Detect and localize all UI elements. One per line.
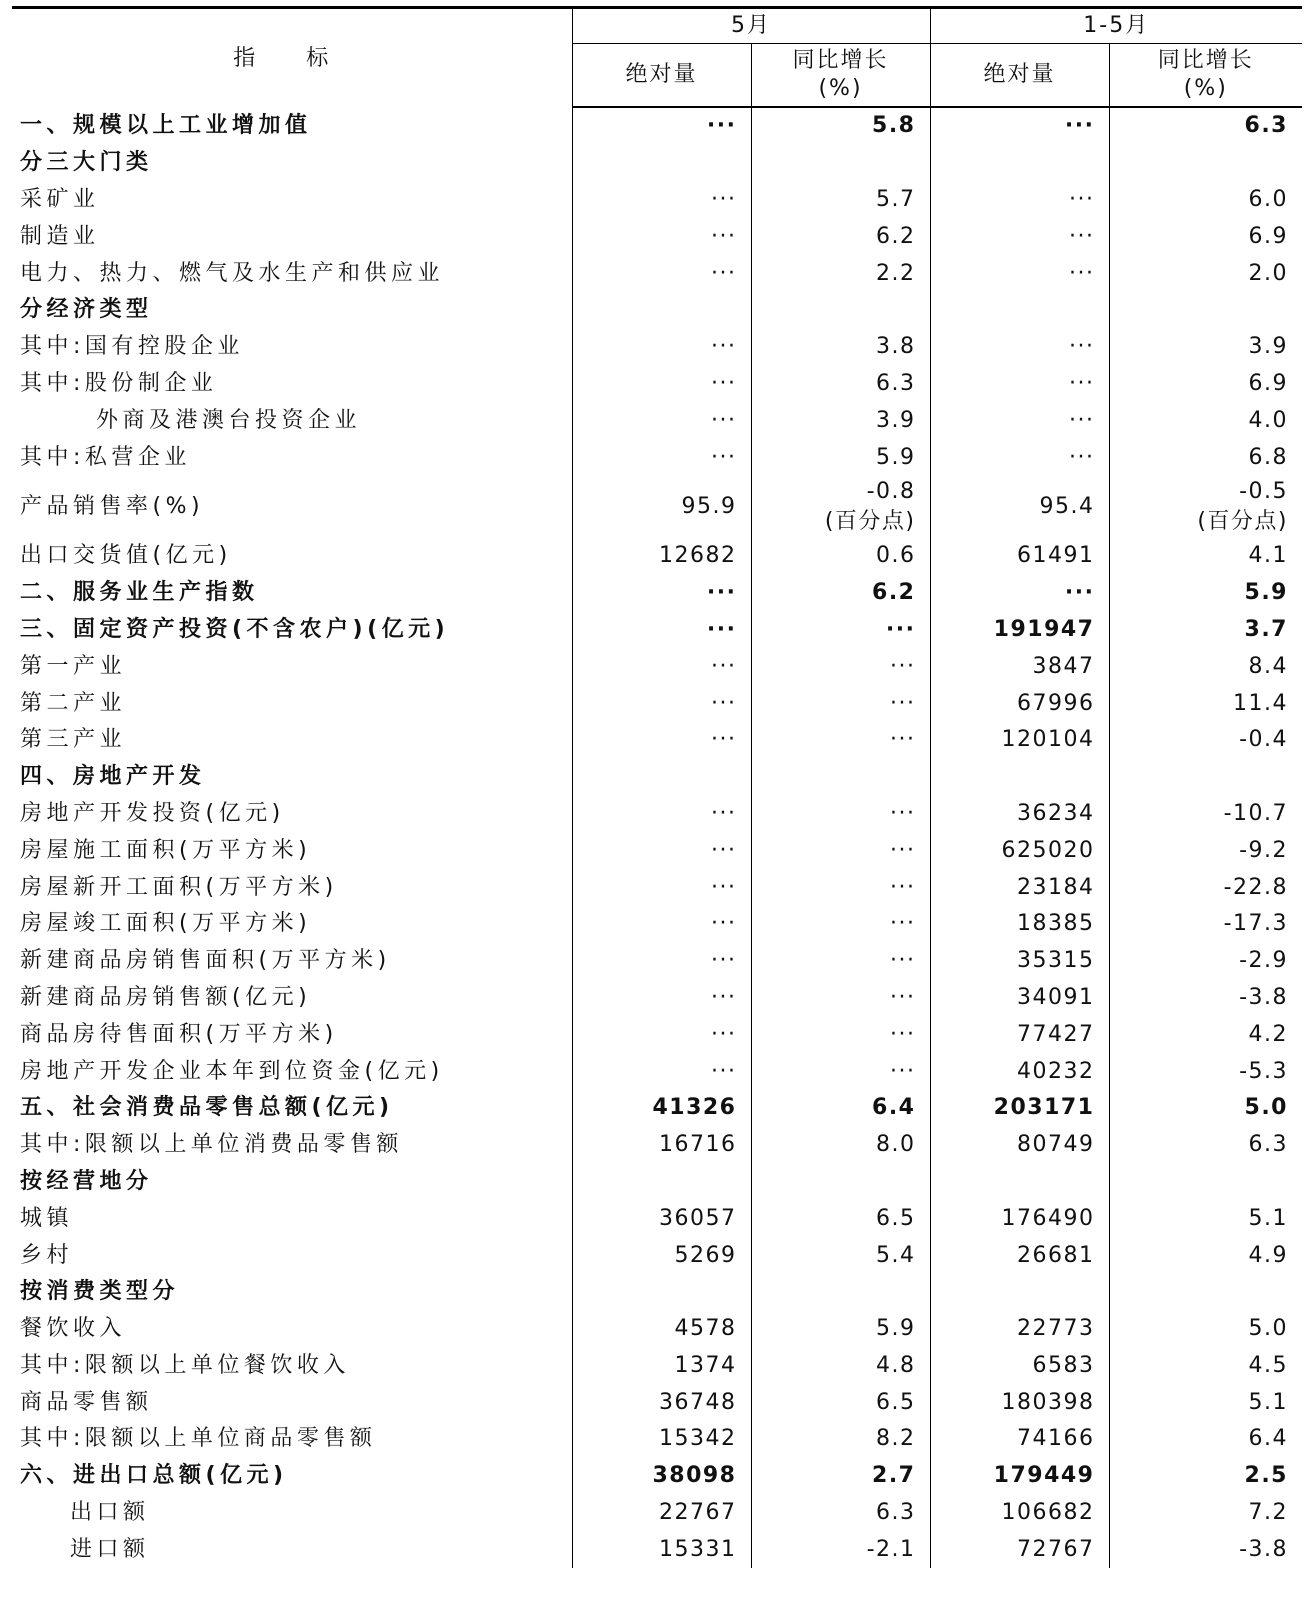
- table-row: [12, 796, 1302, 833]
- jan-may-absolute-cell: 80749: [930, 1127, 1109, 1164]
- may-yoy-cell: ···: [751, 796, 930, 833]
- jan-may-yoy-cell: 6.4: [1109, 1421, 1302, 1458]
- jan-may-absolute-cell: 625020: [930, 832, 1109, 869]
- may-absolute-cell: 16716: [572, 1127, 751, 1164]
- jan-may-absolute-cell: 191947: [930, 612, 1109, 649]
- row-label: 其中:国有控股企业: [20, 334, 244, 360]
- may-absolute-cell: 38098: [572, 1458, 751, 1495]
- may-yoy-cell: ···: [751, 943, 930, 980]
- table-row: [12, 1531, 1302, 1568]
- row-label: 产品销售率(%): [20, 493, 205, 519]
- table-row: [12, 1090, 1302, 1127]
- table-row: [12, 1237, 1302, 1274]
- may-absolute-cell: 4578: [572, 1311, 751, 1348]
- jan-may-absolute-cell: 72767: [930, 1531, 1109, 1568]
- row-label: 三、固定资产投资(不含农户)(亿元): [20, 616, 450, 642]
- jan-may-absolute-cell: 77427: [930, 1016, 1109, 1053]
- may-yoy-cell: 2.2: [751, 255, 930, 292]
- may-yoy-cell: 6.5: [751, 1200, 930, 1237]
- jan-may-yoy-cell: -22.8: [1109, 869, 1302, 906]
- jan-may-yoy-cell: 6.3: [1109, 107, 1302, 145]
- may-yoy-cell: 6.5: [751, 1384, 930, 1421]
- jan-may-yoy-cell: 4.1: [1109, 538, 1302, 575]
- jan-may-absolute-cell: ···: [930, 329, 1109, 366]
- table-row: [12, 255, 1302, 292]
- table-row: [12, 292, 1302, 329]
- table-body: [12, 107, 1302, 1568]
- may-yoy-cell: ···: [751, 906, 930, 943]
- may-yoy-cell: [751, 145, 930, 182]
- jan-may-absolute-cell: [930, 145, 1109, 182]
- may-absolute-cell: [572, 145, 751, 182]
- jan-may-absolute-cell: 67996: [930, 685, 1109, 722]
- may-yoy-cell: 6.4: [751, 1090, 930, 1127]
- row-label: 城镇: [20, 1205, 74, 1231]
- may-yoy-cell: 6.2: [751, 218, 930, 255]
- may-yoy-cell: 5.8: [751, 107, 930, 145]
- may-absolute-cell: 1374: [572, 1348, 751, 1385]
- may-yoy-cell: 3.8: [751, 329, 930, 366]
- may-absolute-cell: 15342: [572, 1421, 751, 1458]
- may-yoy-cell: -0.8 (百分点): [751, 476, 930, 538]
- table-row: [12, 1274, 1302, 1311]
- jan-may-absolute-cell: 180398: [930, 1384, 1109, 1421]
- may-absolute-cell: ···: [572, 107, 751, 145]
- may-absolute-cell: ···: [572, 366, 751, 403]
- table-row: [12, 1421, 1302, 1458]
- row-label: 乡村: [20, 1242, 74, 1268]
- table-row: [12, 476, 1302, 538]
- jan-may-absolute-cell: ···: [930, 439, 1109, 476]
- row-label: 房屋新开工面积(万平方米): [20, 874, 338, 900]
- may-yoy-cell: -2.1: [751, 1531, 930, 1568]
- row-label: 按经营地分: [20, 1168, 153, 1194]
- row-label: 五、社会消费品零售总额(亿元): [20, 1095, 394, 1121]
- row-label: 新建商品房销售额(亿元): [20, 984, 312, 1010]
- jan-may-absolute-cell: 95.4: [930, 476, 1109, 538]
- row-label: 商品房待售面积(万平方米): [20, 1021, 338, 1047]
- jan-may-absolute-cell: ···: [930, 366, 1109, 403]
- may-absolute-cell: ···: [572, 832, 751, 869]
- jan-may-yoy-cell: 6.9: [1109, 218, 1302, 255]
- may-yoy-cell: [751, 1164, 930, 1201]
- may-absolute-cell: [572, 292, 751, 329]
- row-label: 第一产业: [20, 653, 127, 679]
- jan-may-yoy-cell: -3.8: [1109, 980, 1302, 1017]
- may-absolute-cell: [572, 1164, 751, 1201]
- jan-may-absolute-cell: 74166: [930, 1421, 1109, 1458]
- table-row: [12, 575, 1302, 612]
- jan-may-yoy-cell: -10.7: [1109, 796, 1302, 833]
- jan-may-yoy-cell: 7.2: [1109, 1495, 1302, 1532]
- jan-may-absolute-cell: 106682: [930, 1495, 1109, 1532]
- jan-may-yoy-cell: 2.5: [1109, 1458, 1302, 1495]
- jan-may-absolute-cell: 35315: [930, 943, 1109, 980]
- jan-may-yoy-cell: -0.5 (百分点): [1109, 476, 1302, 538]
- may-yoy-cell: 3.9: [751, 402, 930, 439]
- may-yoy-cell: ···: [751, 832, 930, 869]
- table-row: [12, 1348, 1302, 1385]
- table-row: [12, 1384, 1302, 1421]
- jan-may-absolute-cell: ···: [930, 402, 1109, 439]
- row-label: 房地产开发投资(亿元): [20, 800, 285, 826]
- jan-may-yoy-cell: [1109, 1164, 1302, 1201]
- row-label: 其中:限额以上单位消费品零售额: [20, 1132, 403, 1158]
- jan-may-absolute-cell: 61491: [930, 538, 1109, 575]
- jan-may-absolute-cell: 3847: [930, 648, 1109, 685]
- jan-may-absolute-cell: ···: [930, 107, 1109, 145]
- row-label: 分经济类型: [20, 297, 153, 323]
- may-yoy-cell: 5.7: [751, 182, 930, 219]
- may-yoy-cell: ···: [751, 980, 930, 1017]
- may-yoy-cell: [751, 759, 930, 796]
- may-header: 5月: [572, 8, 930, 44]
- may-yoy-cell: 0.6: [751, 538, 930, 575]
- table-row: [12, 722, 1302, 759]
- table-row: [12, 402, 1302, 439]
- may-yoy-cell: 6.3: [751, 1495, 930, 1532]
- table-row: [12, 182, 1302, 219]
- jan-may-header: 1-5月: [930, 8, 1302, 44]
- may-yoy-cell: 6.3: [751, 366, 930, 403]
- indicator-header: 指 标: [233, 46, 351, 71]
- table-row: [12, 329, 1302, 366]
- jan-may-yoy-cell: 5.1: [1109, 1200, 1302, 1237]
- may-yoy-cell: ···: [751, 612, 930, 649]
- table-row: [12, 366, 1302, 403]
- jan-may-absolute-cell: 23184: [930, 869, 1109, 906]
- jan-may-absolute-cell: 120104: [930, 722, 1109, 759]
- table-row: [12, 439, 1302, 476]
- table-row: [12, 1016, 1302, 1053]
- may-yoy-cell: 5.9: [751, 1311, 930, 1348]
- may-yoy-cell: 5.4: [751, 1237, 930, 1274]
- row-label: 其中:私营企业: [20, 444, 191, 470]
- may-absolute-cell: ···: [572, 575, 751, 612]
- may-yoy-cell: [751, 1274, 930, 1311]
- may-yoy-cell: 4.8: [751, 1348, 930, 1385]
- table-row: [12, 218, 1302, 255]
- may-yoy-cell: 6.2: [751, 575, 930, 612]
- row-label: 出口交货值(亿元): [20, 543, 232, 569]
- row-label: 房屋施工面积(万平方米): [20, 837, 312, 863]
- jan-may-absolute-cell: ···: [930, 255, 1109, 292]
- may-absolute-cell: [572, 759, 751, 796]
- row-label: 按消费类型分: [20, 1279, 180, 1305]
- jan-may-yoy-cell: 5.0: [1109, 1090, 1302, 1127]
- table-row: [12, 1053, 1302, 1090]
- row-label: 其中:限额以上单位餐饮收入: [20, 1352, 350, 1378]
- may-absolute-cell: ···: [572, 439, 751, 476]
- jan-may-yoy-cell: 5.1: [1109, 1384, 1302, 1421]
- may-absolute-cell: 22767: [572, 1495, 751, 1532]
- jan-may-absolute-cell: ···: [930, 182, 1109, 219]
- table-row: [12, 1200, 1302, 1237]
- jan-may-yoy-cell: 6.0: [1109, 182, 1302, 219]
- may-absolute-cell: ···: [572, 402, 751, 439]
- may-yoy-header: 同比增长 (%): [751, 44, 930, 108]
- jan-may-absolute-cell: 40232: [930, 1053, 1109, 1090]
- jan-may-yoy-cell: 6.8: [1109, 439, 1302, 476]
- jan-may-absolute-cell: ···: [930, 218, 1109, 255]
- jan-may-absolute-cell: 34091: [930, 980, 1109, 1017]
- jan-may-absolute-cell: 22773: [930, 1311, 1109, 1348]
- jan-may-yoy-cell: [1109, 1274, 1302, 1311]
- jan-may-yoy-cell: [1109, 292, 1302, 329]
- jan-may-yoy-cell: 4.2: [1109, 1016, 1302, 1053]
- may-absolute-cell: ···: [572, 1053, 751, 1090]
- may-absolute-cell: ···: [572, 943, 751, 980]
- jan-may-yoy-cell: [1109, 145, 1302, 182]
- table-row: [12, 832, 1302, 869]
- may-absolute-cell: [572, 1274, 751, 1311]
- jan-may-yoy-cell: 6.3: [1109, 1127, 1302, 1164]
- row-label: 房屋竣工面积(万平方米): [20, 911, 312, 937]
- jan-may-absolute-cell: 6583: [930, 1348, 1109, 1385]
- row-label: 其中:股份制企业: [20, 370, 218, 396]
- row-label: 房地产开发企业本年到位资金(亿元): [20, 1058, 444, 1084]
- jan-may-absolute-cell: ···: [930, 575, 1109, 612]
- row-label: 二、服务业生产指数: [20, 580, 259, 606]
- may-absolute-cell: ···: [572, 685, 751, 722]
- table-row: [12, 1495, 1302, 1532]
- jan-may-absolute-cell: [930, 1164, 1109, 1201]
- row-label: 六、进出口总额(亿元): [20, 1463, 288, 1489]
- row-label: 餐饮收入: [20, 1316, 127, 1342]
- jan-may-yoy-cell: -3.8: [1109, 1531, 1302, 1568]
- jan-may-absolute-header: 绝对量: [930, 44, 1109, 108]
- row-label: 第二产业: [20, 690, 127, 716]
- may-yoy-cell: ···: [751, 722, 930, 759]
- jan-may-yoy-cell: 5.9: [1109, 575, 1302, 612]
- may-yoy-cell: 2.7: [751, 1458, 930, 1495]
- table-row: [12, 906, 1302, 943]
- row-label: 电力、热力、燃气及水生产和供应业: [20, 260, 445, 286]
- table-header: [12, 8, 1302, 108]
- jan-may-yoy-cell: 6.9: [1109, 366, 1302, 403]
- may-absolute-cell: 5269: [572, 1237, 751, 1274]
- row-label: 外商及港澳台投资企业: [96, 407, 362, 433]
- jan-may-yoy-cell: -9.2: [1109, 832, 1302, 869]
- table-row: [12, 538, 1302, 575]
- jan-may-yoy-cell: -5.3: [1109, 1053, 1302, 1090]
- may-absolute-cell: 36057: [572, 1200, 751, 1237]
- may-yoy-cell: 5.9: [751, 439, 930, 476]
- table-row: [12, 107, 1302, 145]
- jan-may-yoy-cell: 3.9: [1109, 329, 1302, 366]
- jan-may-yoy-cell: -0.4: [1109, 722, 1302, 759]
- row-label: 采矿业: [20, 186, 100, 212]
- table-row: [12, 685, 1302, 722]
- may-absolute-cell: ···: [572, 648, 751, 685]
- may-absolute-cell: ···: [572, 182, 751, 219]
- may-yoy-cell: ···: [751, 648, 930, 685]
- statistics-table: [12, 6, 1302, 1568]
- jan-may-yoy-cell: -2.9: [1109, 943, 1302, 980]
- table-row: [12, 1311, 1302, 1348]
- table-row: [12, 980, 1302, 1017]
- may-yoy-cell: 8.2: [751, 1421, 930, 1458]
- table-row: [12, 1127, 1302, 1164]
- may-absolute-cell: ···: [572, 1016, 751, 1053]
- jan-may-absolute-cell: 203171: [930, 1090, 1109, 1127]
- jan-may-yoy-cell: 5.0: [1109, 1311, 1302, 1348]
- table-row: [12, 648, 1302, 685]
- jan-may-yoy-cell: 4.9: [1109, 1237, 1302, 1274]
- jan-may-absolute-cell: 18385: [930, 906, 1109, 943]
- may-yoy-cell: ···: [751, 685, 930, 722]
- jan-may-absolute-cell: 26681: [930, 1237, 1109, 1274]
- may-absolute-cell: ···: [572, 255, 751, 292]
- row-label: 出口额: [70, 1500, 150, 1526]
- jan-may-absolute-cell: 176490: [930, 1200, 1109, 1237]
- jan-may-yoy-cell: -17.3: [1109, 906, 1302, 943]
- may-yoy-cell: ···: [751, 1016, 930, 1053]
- may-absolute-cell: ···: [572, 796, 751, 833]
- may-absolute-cell: ···: [572, 329, 751, 366]
- jan-may-absolute-cell: 179449: [930, 1458, 1109, 1495]
- row-label: 其中:限额以上单位商品零售额: [20, 1426, 377, 1452]
- may-yoy-cell: ···: [751, 869, 930, 906]
- row-label: 制造业: [20, 223, 100, 249]
- row-label: 进口额: [70, 1536, 150, 1562]
- may-yoy-cell: [751, 292, 930, 329]
- table-row: [12, 759, 1302, 796]
- row-label: 四、房地产开发: [20, 764, 206, 790]
- may-absolute-cell: 15331: [572, 1531, 751, 1568]
- may-absolute-cell: 95.9: [572, 476, 751, 538]
- table-row: [12, 612, 1302, 649]
- may-absolute-cell: 36748: [572, 1384, 751, 1421]
- jan-may-yoy-cell: 2.0: [1109, 255, 1302, 292]
- table-row: [12, 869, 1302, 906]
- jan-may-absolute-cell: 36234: [930, 796, 1109, 833]
- may-absolute-cell: ···: [572, 906, 751, 943]
- may-absolute-cell: ···: [572, 612, 751, 649]
- may-absolute-cell: ···: [572, 722, 751, 759]
- jan-may-yoy-cell: 4.0: [1109, 402, 1302, 439]
- row-label: 商品零售额: [20, 1389, 153, 1415]
- jan-may-yoy-cell: 3.7: [1109, 612, 1302, 649]
- jan-may-absolute-cell: [930, 292, 1109, 329]
- table-row: [12, 145, 1302, 182]
- jan-may-yoy-cell: [1109, 759, 1302, 796]
- jan-may-absolute-cell: [930, 759, 1109, 796]
- row-label: 第三产业: [20, 727, 127, 753]
- may-yoy-cell: 8.0: [751, 1127, 930, 1164]
- table-row: [12, 1164, 1302, 1201]
- row-label: 新建商品房销售面积(万平方米): [20, 948, 391, 974]
- may-absolute-cell: 41326: [572, 1090, 751, 1127]
- jan-may-yoy-cell: 11.4: [1109, 685, 1302, 722]
- jan-may-yoy-header: 同比增长 (%): [1109, 44, 1302, 108]
- row-label: 一、规模以上工业增加值: [20, 112, 312, 138]
- jan-may-yoy-cell: 8.4: [1109, 648, 1302, 685]
- may-absolute-cell: ···: [572, 218, 751, 255]
- table-row: [12, 1458, 1302, 1495]
- jan-may-yoy-cell: 4.5: [1109, 1348, 1302, 1385]
- may-absolute-header: 绝对量: [572, 44, 751, 108]
- may-yoy-cell: ···: [751, 1053, 930, 1090]
- row-label: 分三大门类: [20, 150, 153, 176]
- may-absolute-cell: 12682: [572, 538, 751, 575]
- table-row: [12, 943, 1302, 980]
- may-absolute-cell: ···: [572, 980, 751, 1017]
- jan-may-absolute-cell: [930, 1274, 1109, 1311]
- may-absolute-cell: ···: [572, 869, 751, 906]
